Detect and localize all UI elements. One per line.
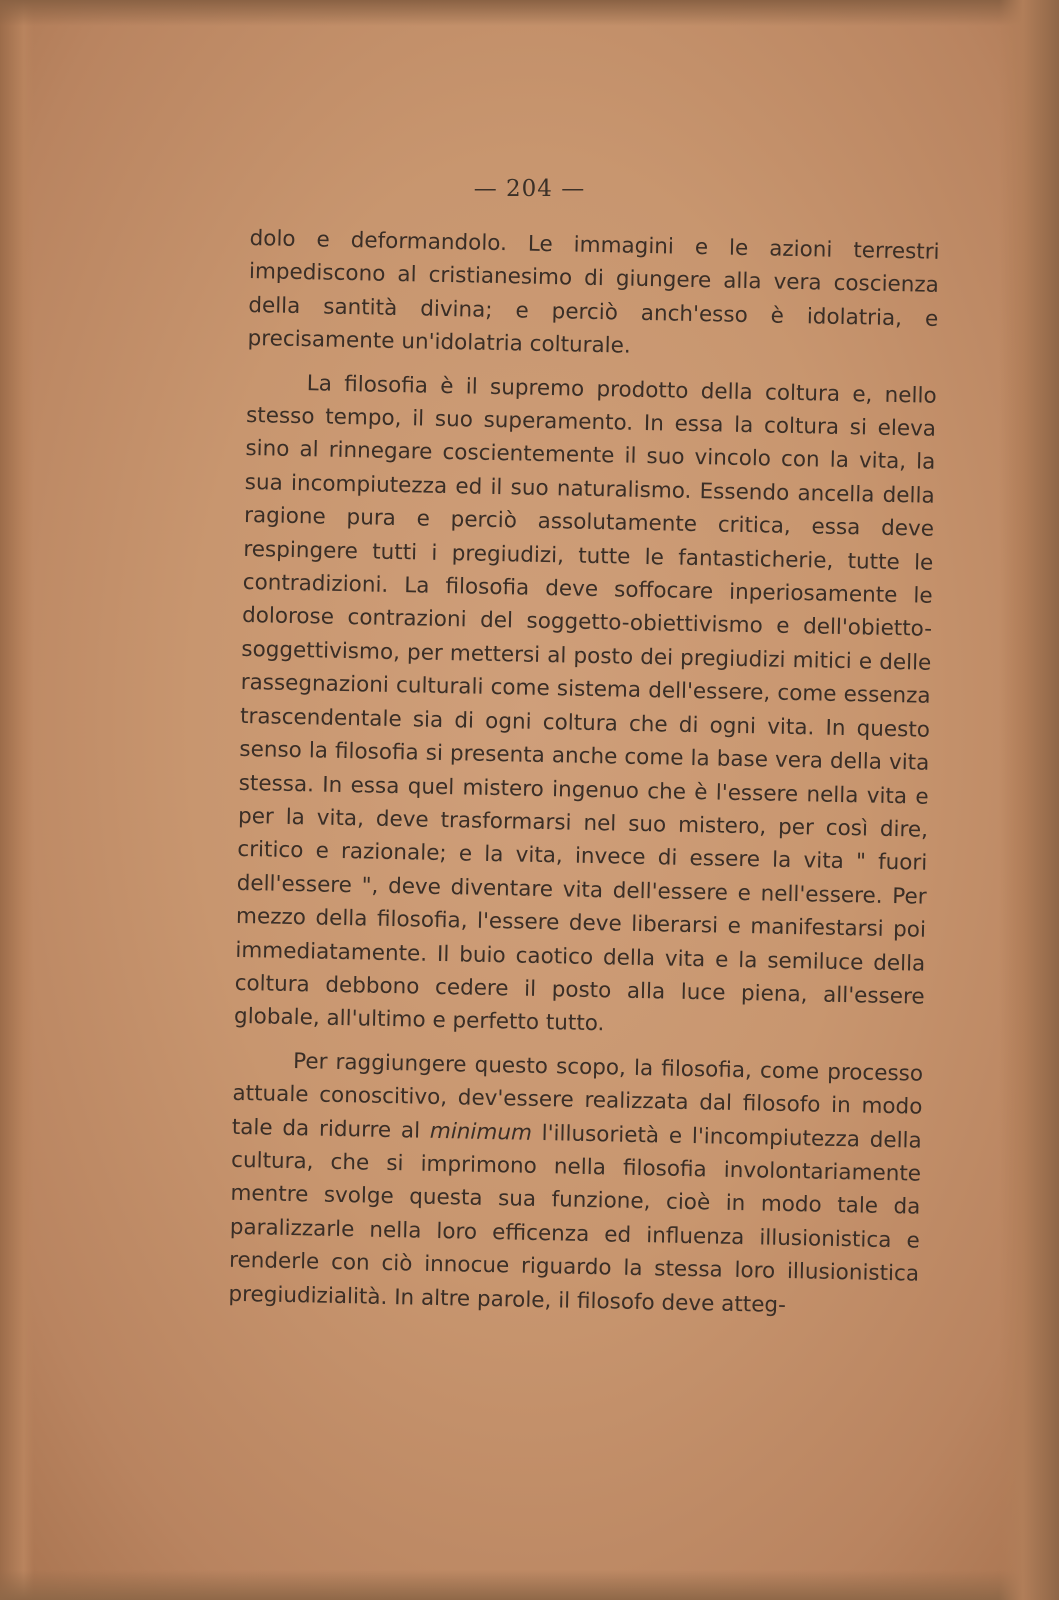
body-text [228, 222, 940, 1335]
paragraph-3 [228, 1044, 923, 1325]
page-bottom-edge [0, 1570, 1059, 1600]
paragraph-3-after: l'illusorietà e l'incompiutezza della cultura, che si imprimono nella filosofia involontariamente mentre svolge questa sua funzione, cioè in modo tale da paralizzarle nella loro efficenza ed influenza illusionistica e renderle con ciò innocue riguardo la stessa loro illusionistica pregiudizialità. In altre parole, il filosofo deve atteg- [228, 1120, 922, 1318]
page-top-edge [0, 0, 1059, 26]
paragraph-2: La filosofia è il supremo prodotto della coltura e, nello stesso tempo, il suo superamento. In essa la coltura si eleva sino al rinnegare coscientemente il suo vincolo con la vita, la sua incompiutezza ed il suo naturalismo. Essendo ancella della ragione pura e perciò assolutamente critica, essa deve respingere tutti i pregiudizi, tutte le fantasticherie, tutte le contradizioni. La filosofia deve soffocare inperiosamente le dolorose contrazioni del soggetto-obiettivismo e dell'obietto-soggettivismo, per mettersi al posto dei pregiudizi mitici e delle rassegnazioni culturali come sistema dell'essere, come essenza trascendentale sia di ogni coltura che di ogni vita. In questo senso la filosofia si presenta anche come la base vera della vita stessa. In essa quel mistero ingenuo che è l'essere nella vita e per la vita, deve trasformarsi nel suo mistero, per così dire, critico e razionale; e la vita, invece di essere la vita " fuori dell'essere ", deve diventare vita dell'essere e nell'essere. Per mezzo della filosofia, l'essere deve liberarsi e manifestarsi poi immediatamente. Il buio caotico della vita e la semiluce della coltura debbono cedere il posto alla luce piena, all'essere globale, all'ultimo e perfetto tutto. [233, 370, 937, 1037]
page-number: — 204 — [473, 176, 586, 202]
paragraph-3-before: Per raggiungere questo scopo, la filosofia, come processo attuale conoscitivo, dev'essere realizzata dal filosofo in modo tale da ridurre al [231, 1048, 924, 1144]
paragraph-1: dolo e deformandolo. Le immagini e le azioni terrestri impediscono al cristianesimo di giungere alla vera coscienza della santità divina; e perciò anch'esso è idolatria, e precisamente un'idolatria colturale. [247, 225, 940, 359]
paragraph-3-emphasis: minimum [429, 1118, 533, 1146]
